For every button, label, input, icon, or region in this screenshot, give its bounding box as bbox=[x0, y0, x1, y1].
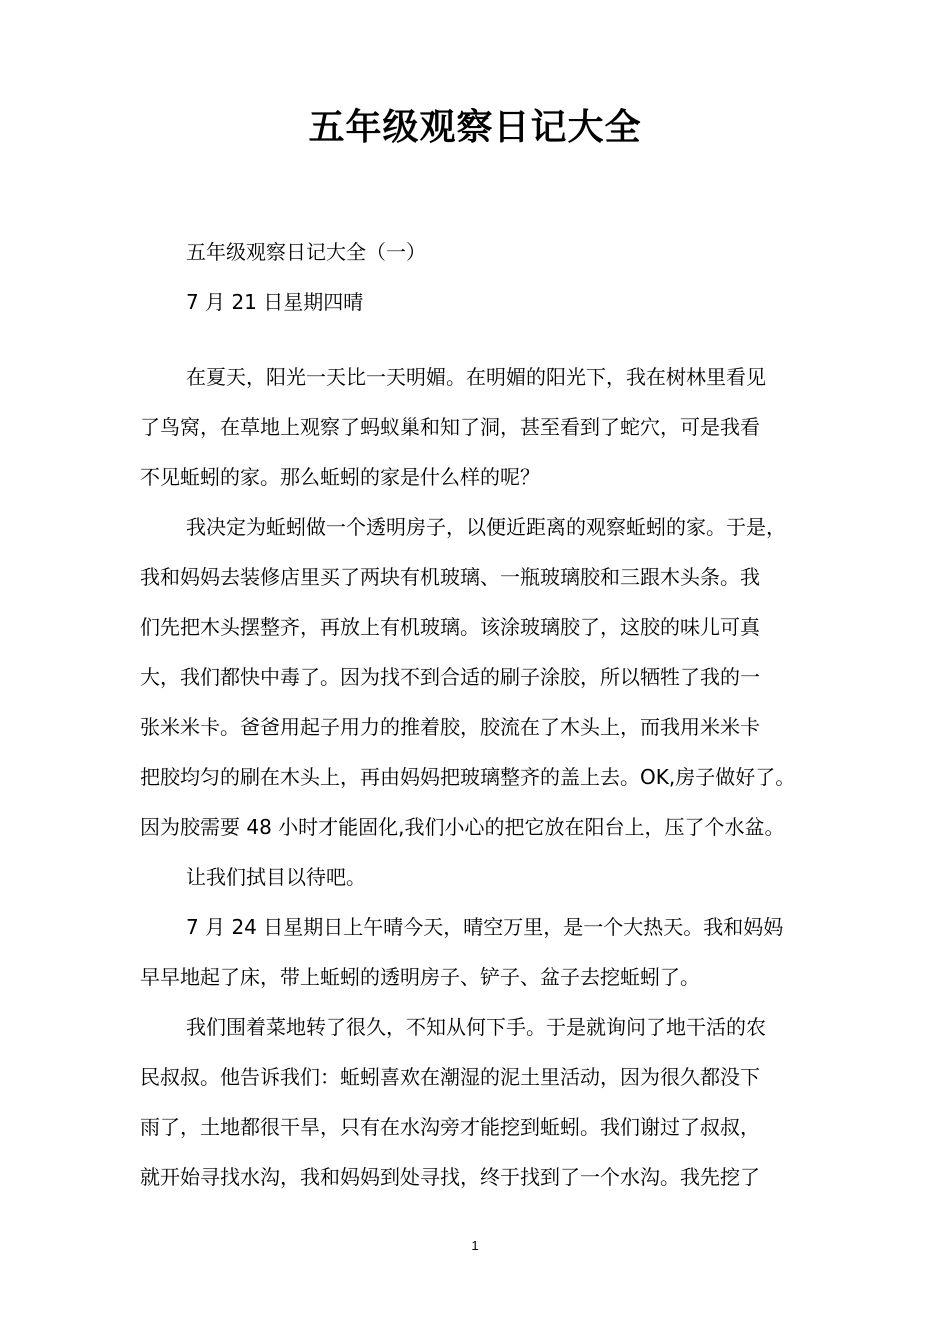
paragraph-line: 民叔叔。他告诉我们：蚯蚓喜欢在潮湿的泥土里活动，因为很久都没下 bbox=[140, 1065, 760, 1089]
paragraph-line: 因为胶需要 48 小时才能固化,我们小心的把它放在阳台上，压了个水盆。 bbox=[140, 815, 785, 839]
paragraph-line: 让我们拭目以待吧。 bbox=[186, 865, 366, 889]
paragraph-line: 我决定为蚯蚓做一个透明房子，以便近距离的观察蚯蚓的家。于是， bbox=[186, 515, 786, 539]
paragraph-line: 7 月 24 日星期日上午晴今天，晴空万里，是一个大热天。我和妈妈 bbox=[186, 915, 784, 939]
page-number: 1 bbox=[471, 1238, 479, 1253]
paragraph-line: 我们围着菜地转了很久，不知从何下手。于是就询问了地干活的农 bbox=[186, 1015, 766, 1039]
paragraph-line: 大，我们都快中毒了。因为找不到合适的刷子涂胶，所以牺牲了我的一 bbox=[140, 665, 760, 689]
paragraph-line: 张米米卡。爸爸用起子用力的推着胶，胶流在了木头上，而我用米米卡 bbox=[140, 715, 760, 739]
paragraph bbox=[140, 502, 825, 852]
paragraph bbox=[140, 1002, 825, 1202]
paragraph-line: 了鸟窝，在草地上观察了蚂蚁巢和知了洞，甚至看到了蛇穴，可是我看 bbox=[140, 415, 760, 439]
paragraph-line: 早早地起了床，带上蚯蚓的透明房子、铲子、盆子去挖蚯蚓了。 bbox=[140, 965, 700, 989]
paragraph-line: 们先把木头摆整齐，再放上有机玻璃。该涂玻璃胶了，这胶的味儿可真 bbox=[140, 615, 760, 639]
paragraph-line: 雨了，土地都很干旱，只有在水沟旁才能挖到蚯蚓。我们谢过了叔叔， bbox=[140, 1115, 760, 1139]
diary-date: 7 月 21 日星期四晴 bbox=[186, 290, 364, 314]
paragraph bbox=[140, 352, 825, 502]
paragraph-line: 我和妈妈去装修店里买了两块有机玻璃、一瓶玻璃胶和三跟木头条。我 bbox=[140, 565, 760, 589]
section-heading: 五年级观察日记大全（一） bbox=[186, 240, 426, 264]
spacer bbox=[140, 327, 825, 352]
paragraph-line: 不见蚯蚓的家。那么蚯蚓的家是什么样的呢？ bbox=[140, 465, 540, 489]
paragraph-line: 就开始寻找水沟，我和妈妈到处寻找，终于找到了一个水沟。我先挖了 bbox=[140, 1165, 760, 1189]
paragraph-line: 把胶均匀的刷在木头上，再由妈妈把玻璃整齐的盖上去。OK,房子做好了。 bbox=[140, 765, 796, 789]
paragraph bbox=[140, 902, 825, 1002]
document-title: 五年级观察日记大全 bbox=[308, 107, 642, 148]
paragraph bbox=[140, 852, 825, 902]
document-body bbox=[140, 227, 825, 1202]
paragraph-line: 在夏天，阳光一天比一天明媚。在明媚的阳光下，我在树林里看见 bbox=[186, 365, 766, 389]
